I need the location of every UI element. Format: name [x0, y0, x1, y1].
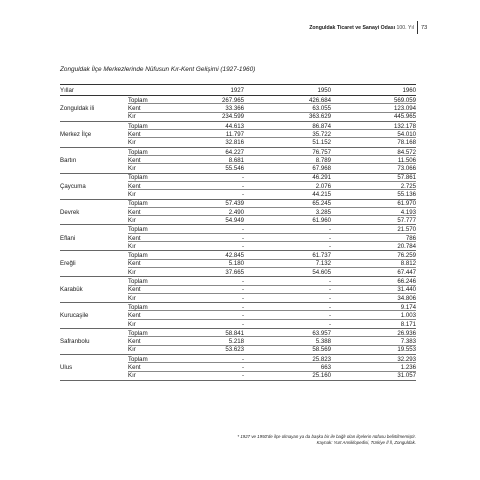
table-row	[60, 156, 416, 164]
cell-1960: 786	[405, 234, 416, 242]
row-type: Toplam	[128, 122, 148, 130]
row-type: Kent	[128, 364, 141, 371]
cell-1950: 44.215	[312, 191, 331, 199]
cell-1950: 363.629	[308, 113, 331, 121]
row-type: Kent	[128, 130, 141, 138]
cell-1960: 20.784	[397, 242, 416, 250]
row-type: Toplam	[128, 96, 148, 104]
header-divider	[417, 21, 418, 34]
cell-1927: -	[241, 312, 244, 320]
cell-1927: -	[241, 226, 244, 234]
cell-1927: 57.439	[225, 200, 244, 208]
cell-1960: 1.236	[400, 364, 416, 371]
cell-1960: 31.057	[397, 372, 416, 380]
cell-1927: -	[241, 242, 244, 250]
table-row	[60, 130, 416, 138]
cell-1927: 53.623	[225, 346, 244, 354]
table-row	[60, 337, 416, 345]
district-name: Ulus	[60, 364, 73, 371]
table-row	[60, 113, 416, 122]
header-1960: 1960	[402, 86, 416, 94]
cell-1960: 123.094	[393, 105, 416, 113]
cell-1960: 57.777	[397, 216, 416, 224]
cell-1950: 3.285	[315, 208, 331, 216]
cell-1960: 32.293	[397, 355, 416, 363]
cell-1927: 32.816	[225, 139, 244, 147]
cell-1960: 1.003	[400, 312, 416, 320]
cell-1960: 4.193	[400, 208, 416, 216]
cell-1950: -	[328, 278, 331, 286]
table-row	[60, 320, 416, 329]
row-type: Toplam	[128, 303, 148, 311]
cell-1960: 61.970	[397, 200, 416, 208]
cell-1960: 31.440	[397, 286, 416, 294]
district-group	[60, 329, 416, 355]
district-group	[60, 303, 416, 329]
cell-1927: 11.797	[225, 130, 244, 138]
cell-1960: 19.553	[397, 346, 416, 354]
table-row	[60, 286, 416, 294]
cell-1950: 25.823	[312, 355, 331, 363]
table-row	[60, 260, 416, 268]
cell-1960: 66.246	[397, 278, 416, 286]
district-name: Kurucaşile	[60, 312, 89, 320]
cell-1927: -	[241, 174, 244, 182]
cell-1927: 267.965	[221, 96, 244, 104]
cell-1927: 5.218	[228, 338, 244, 346]
table-row	[60, 138, 416, 147]
cell-1950: 58.569	[312, 346, 331, 354]
table-row	[60, 311, 416, 319]
page-header	[309, 25, 414, 31]
row-type: Toplam	[128, 278, 148, 286]
cell-1960: 57.861	[397, 174, 416, 182]
table-row	[60, 122, 416, 130]
cell-1960: 8.171	[400, 320, 416, 328]
cell-1927: 55.546	[225, 165, 244, 173]
district-group	[60, 277, 416, 303]
district-group	[60, 225, 416, 251]
cell-1960: 8.812	[400, 260, 416, 268]
cell-1950: 86.874	[312, 122, 331, 130]
cell-1960: 445.965	[393, 113, 416, 121]
cell-1960: 54.010	[397, 130, 416, 138]
cell-1960: 76.259	[397, 252, 416, 260]
district-name: Bartın	[60, 156, 77, 164]
cell-1950: 46.291	[312, 174, 331, 182]
cell-1927: 54.949	[225, 216, 244, 224]
cell-1950: -	[328, 242, 331, 250]
cell-1927: 42.845	[225, 252, 244, 260]
table-row	[60, 242, 416, 251]
row-type: Toplam	[128, 148, 148, 156]
header-org: Zonguldak Ticaret ve Sanayi Odası	[309, 25, 396, 31]
district-name: Safranbolu	[60, 338, 90, 346]
cell-1950: 8.789	[315, 156, 331, 164]
row-type: Kır	[128, 139, 136, 147]
district-name: Çaycuma	[60, 182, 86, 190]
cell-1950: 7.132	[315, 260, 331, 268]
cell-1927: -	[241, 320, 244, 328]
table-row	[60, 208, 416, 216]
cell-1927: -	[241, 355, 244, 363]
header-1927: 1927	[230, 86, 244, 94]
row-type: Kır	[128, 294, 136, 302]
cell-1950: 67.968	[312, 165, 331, 173]
district-group	[60, 122, 416, 148]
table-row	[60, 148, 416, 156]
row-type: Kır	[128, 346, 136, 354]
row-type: Kent	[128, 156, 141, 164]
row-type: Kır	[128, 268, 136, 276]
row-type: Kent	[128, 105, 141, 113]
table-row	[60, 164, 416, 173]
row-type: Toplam	[128, 252, 148, 260]
table-row	[60, 303, 416, 311]
cell-1950: -	[328, 286, 331, 294]
district-group	[60, 148, 416, 174]
cell-1950: 61.960	[312, 216, 331, 224]
cell-1950: 25.160	[312, 372, 331, 380]
row-type: Kent	[128, 260, 141, 268]
table-row	[60, 216, 416, 225]
cell-1927: -	[241, 286, 244, 294]
cell-1960: 7.383	[400, 338, 416, 346]
cell-1950: -	[328, 226, 331, 234]
cell-1960: 11.506	[397, 156, 416, 164]
row-type: Kır	[128, 191, 136, 199]
district-group	[60, 251, 416, 277]
table-row	[60, 355, 416, 363]
cell-1950: -	[328, 320, 331, 328]
table-body	[60, 96, 416, 381]
header-subtitle: 100. Yıl	[396, 25, 414, 31]
table-row	[60, 277, 416, 285]
cell-1927: 64.227	[225, 148, 244, 156]
cell-1950: -	[328, 312, 331, 320]
table-row	[60, 346, 416, 355]
cell-1927: 234.599	[221, 113, 244, 121]
cell-1960: 21.570	[397, 226, 416, 234]
cell-1927: 58.841	[225, 329, 244, 337]
header-1950: 1950	[317, 86, 331, 94]
footnotes	[237, 434, 416, 446]
header-years: Yıllar	[60, 86, 74, 94]
district-name: Karabük	[60, 286, 83, 294]
row-type: Kent	[128, 182, 141, 190]
row-type: Toplam	[128, 226, 148, 234]
cell-1950: 63.055	[312, 105, 331, 113]
cell-1950: 426.684	[308, 96, 331, 104]
cell-1960: 55.136	[397, 191, 416, 199]
cell-1927: -	[241, 278, 244, 286]
table-row	[60, 372, 416, 381]
row-type: Kent	[128, 338, 141, 346]
district-name: Zonguldak ili	[60, 105, 95, 113]
cell-1950: 65.245	[312, 200, 331, 208]
row-type: Kent	[128, 234, 141, 242]
cell-1960: 34.806	[397, 294, 416, 302]
row-type: Kır	[128, 165, 136, 173]
cell-1950: 76.757	[312, 148, 331, 156]
table-row	[60, 104, 416, 112]
cell-1927: -	[241, 191, 244, 199]
row-type: Kent	[128, 312, 141, 320]
table-header	[60, 84, 416, 96]
table-row	[60, 329, 416, 337]
cell-1950: 35.722	[312, 130, 331, 138]
cell-1950: 54.605	[312, 268, 331, 276]
cell-1950: 2.076	[315, 182, 331, 190]
row-type: Toplam	[128, 200, 148, 208]
table-row	[60, 182, 416, 190]
district-name: Ereğli	[60, 260, 76, 268]
cell-1927: -	[241, 234, 244, 242]
cell-1950: 61.737	[312, 252, 331, 260]
row-type: Toplam	[128, 174, 148, 182]
cell-1950: -	[328, 234, 331, 242]
row-type: Kent	[128, 286, 141, 294]
row-type: Kent	[128, 208, 141, 216]
cell-1960: 78.168	[397, 139, 416, 147]
table-row	[60, 96, 416, 104]
footnote-note: * 1927 ve 1950'de ilçe olmayan ya da başka bir ile bağlı olan ilçelerin nüfusu belirtilmemiştir.	[237, 434, 416, 439]
cell-1927: 33.366	[225, 105, 244, 113]
cell-1927: 8.681	[228, 156, 244, 164]
cell-1950: 51.152	[312, 139, 331, 147]
district-name: Merkez İlçe	[60, 130, 92, 138]
cell-1950: -	[328, 294, 331, 302]
table-row	[60, 234, 416, 242]
district-name: Eflani	[60, 234, 76, 242]
district-name: Devrek	[60, 208, 80, 216]
cell-1927: -	[241, 364, 244, 371]
row-type: Kır	[128, 113, 136, 121]
cell-1960: 84.572	[397, 148, 416, 156]
cell-1927: 2.490	[228, 208, 244, 216]
cell-1950: 5.388	[315, 338, 331, 346]
cell-1927: 37.665	[225, 268, 244, 276]
table-row	[60, 200, 416, 208]
cell-1927: -	[241, 182, 244, 190]
cell-1927: 44.613	[225, 122, 244, 130]
row-type: Kır	[128, 320, 136, 328]
table-row	[60, 268, 416, 277]
population-table	[60, 84, 416, 381]
district-group	[60, 96, 416, 122]
page-number: 73	[421, 25, 428, 31]
cell-1960: 67.447	[397, 268, 416, 276]
table-row	[60, 251, 416, 259]
district-group	[60, 174, 416, 200]
table-row	[60, 294, 416, 303]
row-type: Kır	[128, 242, 136, 250]
cell-1960: 132.178	[393, 122, 416, 130]
cell-1960: 73.066	[397, 165, 416, 173]
cell-1927: 5.180	[228, 260, 244, 268]
district-group	[60, 200, 416, 226]
table-title: Zonguldak İlçe Merkezlerinde Nüfusun Kır-Kent Gelişimi (1927-1960)	[60, 66, 256, 73]
table-row	[60, 363, 416, 371]
cell-1950: 63.957	[312, 329, 331, 337]
cell-1950: -	[328, 303, 331, 311]
row-type: Kır	[128, 216, 136, 224]
table-row	[60, 225, 416, 233]
row-type: Toplam	[128, 355, 148, 363]
cell-1960: 2.725	[400, 182, 416, 190]
row-type: Toplam	[128, 329, 148, 337]
footnote-source: Kaynak: Yurt Ansiklopedisi, Türkiye İl İl, Zonguldak.	[316, 439, 416, 445]
table-row	[60, 190, 416, 199]
cell-1960: 9.174	[400, 303, 416, 311]
table-row	[60, 174, 416, 182]
row-type: Kır	[128, 372, 136, 380]
cell-1950: 663	[320, 364, 331, 371]
cell-1960: 569.059	[393, 96, 416, 104]
district-group	[60, 355, 416, 381]
cell-1960: 26.936	[397, 329, 416, 337]
cell-1927: -	[241, 372, 244, 380]
cell-1927: -	[241, 294, 244, 302]
cell-1927: -	[241, 303, 244, 311]
